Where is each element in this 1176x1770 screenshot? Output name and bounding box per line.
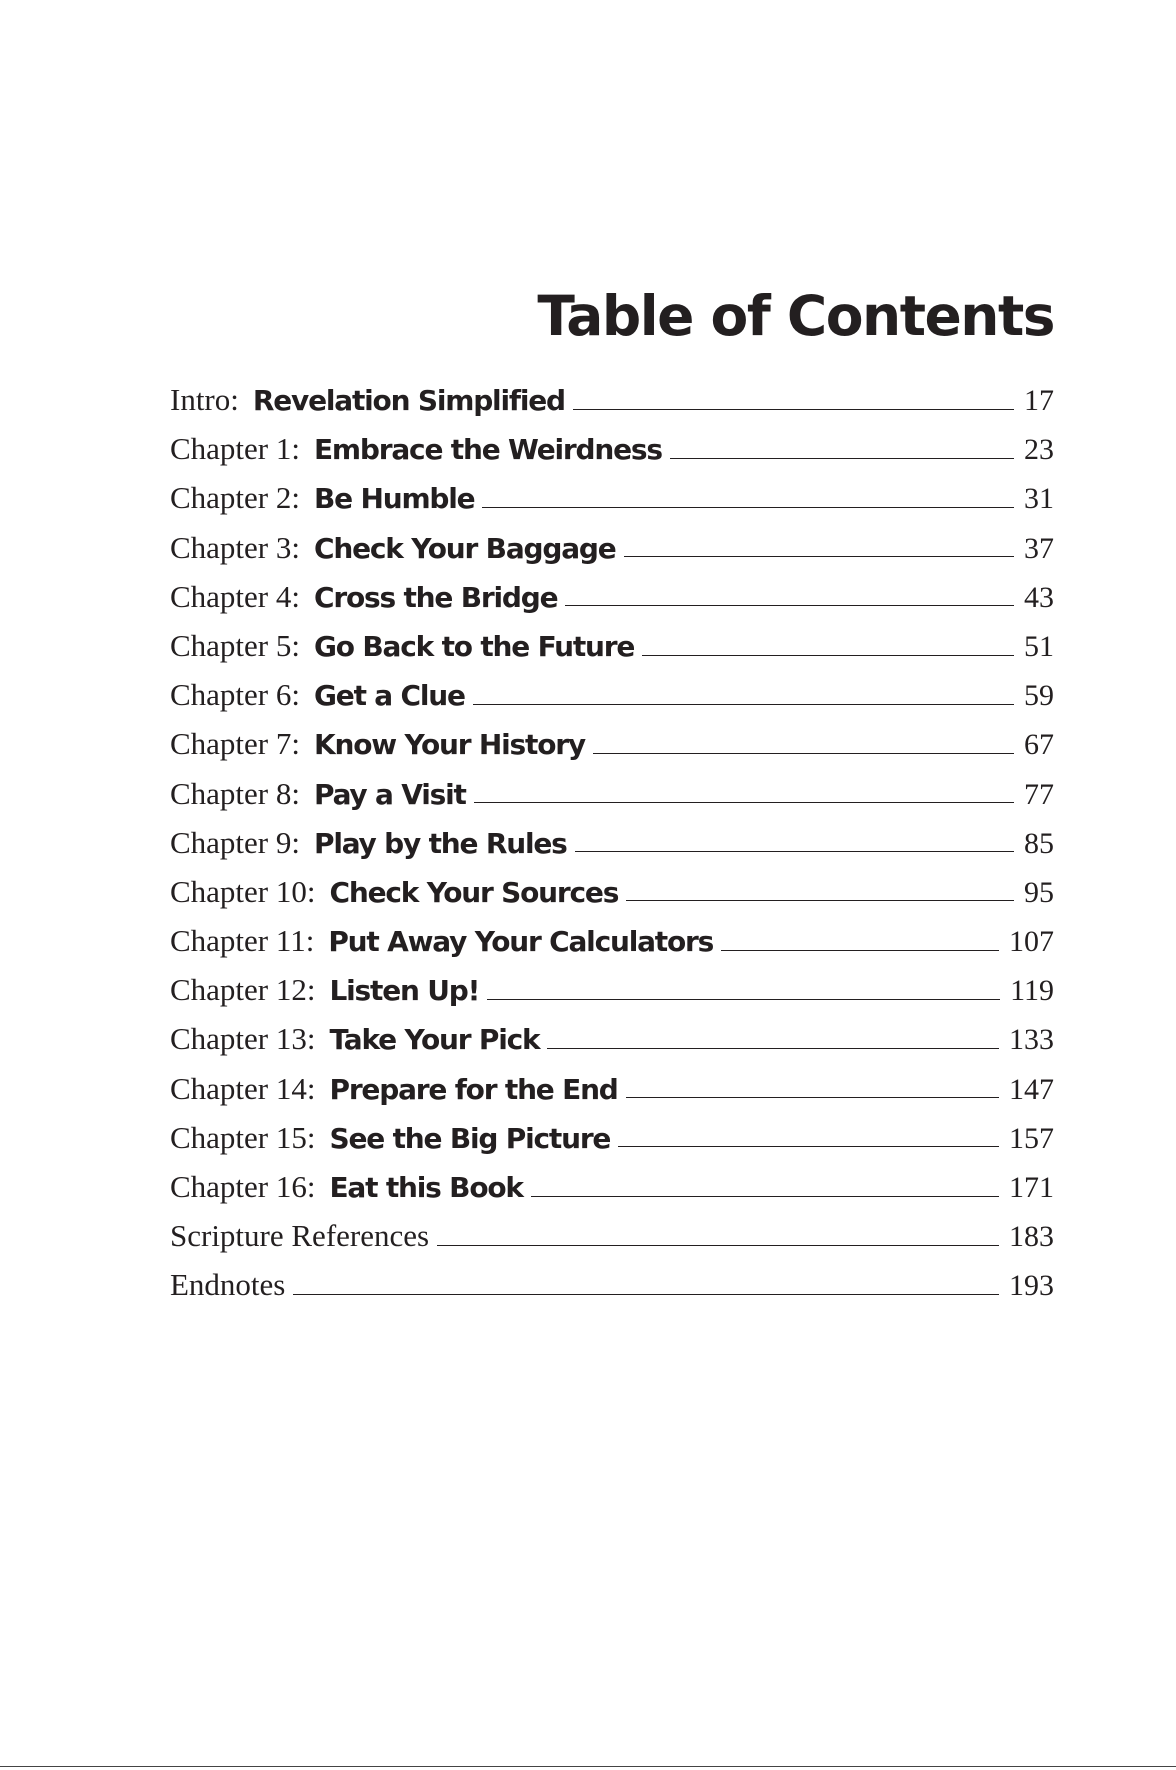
toc-leader-line: [626, 1096, 999, 1098]
toc-entry-name: Pay a Visit: [314, 777, 466, 811]
toc-leader-line: [487, 998, 1000, 1000]
page-bottom-rule: [0, 1766, 1176, 1767]
toc-entry[interactable]: [170, 1014, 1054, 1063]
toc-entry[interactable]: [170, 1113, 1054, 1162]
toc-entry-label: Endnotes: [170, 1267, 286, 1303]
toc-entry-page: 51: [1024, 629, 1054, 663]
toc-leader-line: [474, 801, 1014, 803]
toc-entry-page: 31: [1024, 482, 1054, 516]
toc-entry-page: 23: [1024, 433, 1054, 467]
toc-leader-line: [482, 506, 1014, 508]
toc-leader-line: [531, 1195, 999, 1197]
toc-entry-page: 157: [1009, 1121, 1054, 1155]
toc-entry-page: 119: [1010, 974, 1054, 1008]
toc-entry-page: 147: [1009, 1072, 1054, 1106]
toc-entry[interactable]: [170, 867, 1054, 916]
toc-entry-page: 85: [1024, 826, 1054, 860]
toc-entry-label: Chapter 12:: [170, 972, 316, 1008]
toc-entry-label: Chapter 3:: [170, 529, 300, 565]
toc-entry[interactable]: [170, 1162, 1054, 1211]
toc-entry-label: Chapter 9:: [170, 824, 300, 860]
toc-leader-line: [547, 1047, 999, 1049]
toc-entry-endnotes[interactable]: [170, 1260, 1054, 1309]
toc-leader-line: [437, 1244, 999, 1246]
toc-entry[interactable]: [170, 375, 1054, 424]
toc-leader-line: [593, 752, 1014, 754]
toc-entry-label: Chapter 7:: [170, 726, 300, 762]
toc-leader-line: [293, 1293, 999, 1295]
toc-entry[interactable]: [170, 572, 1054, 621]
toc-entry-name: See the Big Picture: [329, 1121, 611, 1155]
toc-entry-label: Chapter 1:: [170, 431, 300, 467]
toc-leader-line: [565, 604, 1014, 606]
toc-entry-page: 193: [1009, 1269, 1054, 1303]
toc-entry-page: 17: [1024, 384, 1054, 417]
toc-entry-name: Cross the Bridge: [314, 580, 558, 614]
toc-entry-label: Chapter 8:: [170, 775, 300, 811]
toc-entry-label: Chapter 11:: [170, 923, 315, 959]
toc-title: Table of Contents: [537, 284, 1054, 348]
toc-leader-line: [642, 654, 1014, 656]
toc-entry-page: 67: [1024, 728, 1054, 762]
toc-entry-name: Check Your Baggage: [314, 531, 616, 565]
toc-entry-label: Chapter 5:: [170, 627, 300, 663]
toc-leader-line: [573, 408, 1014, 410]
toc-entry-page: 59: [1024, 679, 1054, 713]
toc-entry-label: Chapter 2:: [170, 480, 300, 516]
toc-entry-page: 107: [1009, 925, 1054, 959]
toc-entry[interactable]: [170, 523, 1054, 572]
toc-entry[interactable]: [170, 621, 1054, 670]
toc-leader-line: [670, 457, 1014, 459]
toc-entry-scripture-references[interactable]: [170, 1211, 1054, 1260]
toc-entry[interactable]: [170, 1064, 1054, 1113]
toc-entry-label: Chapter 6:: [170, 677, 300, 713]
toc-entry-page: 37: [1024, 531, 1054, 565]
toc-entry-name: Go Back to the Future: [314, 629, 635, 663]
toc-entry-name: Know Your History: [314, 728, 585, 762]
toc-leader-line: [575, 850, 1014, 852]
toc-entry[interactable]: [170, 719, 1054, 768]
toc-leader-line: [721, 949, 999, 951]
toc-entry-label: Scripture References: [170, 1218, 430, 1254]
toc-entry-label: Chapter 16:: [170, 1169, 316, 1204]
toc-entry-name: Play by the Rules: [314, 826, 567, 860]
toc-entry[interactable]: [170, 473, 1054, 522]
toc-entry[interactable]: [170, 424, 1054, 473]
toc-entry[interactable]: [170, 769, 1054, 818]
toc-leader-line: [626, 899, 1014, 901]
toc-entry-name: Eat this Book: [329, 1171, 523, 1204]
toc-entry-name: Be Humble: [314, 482, 475, 516]
toc-entry-label: Chapter 4:: [170, 578, 300, 614]
toc-entry-name: Prepare for the End: [329, 1072, 618, 1106]
toc-leader-line: [618, 1145, 999, 1147]
toc-entry-page: 77: [1024, 777, 1054, 811]
toc-entry-label: Chapter 13:: [170, 1021, 316, 1057]
toc-entry-page: 133: [1009, 1023, 1054, 1057]
toc-entry-page: 43: [1024, 580, 1054, 614]
toc-entry[interactable]: [170, 916, 1054, 965]
toc-list: [170, 375, 1054, 1310]
toc-entry-name: Check Your Sources: [329, 875, 619, 909]
toc-entry-name: Revelation Simplified: [252, 384, 565, 417]
toc-entry-label: Chapter 14:: [170, 1070, 316, 1106]
toc-entry[interactable]: [170, 670, 1054, 719]
toc-entry[interactable]: [170, 818, 1054, 867]
toc-entry-name: Listen Up!: [329, 974, 480, 1008]
toc-leader-line: [624, 555, 1014, 557]
toc-entry-name: Get a Clue: [314, 679, 465, 713]
toc-entry[interactable]: [170, 965, 1054, 1014]
toc-entry-page: 183: [1009, 1220, 1054, 1254]
toc-entry-page: 171: [1009, 1171, 1054, 1204]
toc-entry-name: Take Your Pick: [329, 1023, 540, 1057]
toc-entry-label: Chapter 15:: [170, 1119, 316, 1155]
toc-leader-line: [473, 703, 1014, 705]
toc-entry-label: Intro:: [170, 382, 239, 417]
toc-entry-page: 95: [1024, 875, 1054, 909]
toc-entry-name: Put Away Your Calculators: [328, 925, 714, 959]
toc-entry-label: Chapter 10:: [170, 873, 316, 909]
toc-entry-name: Embrace the Weirdness: [314, 433, 662, 467]
